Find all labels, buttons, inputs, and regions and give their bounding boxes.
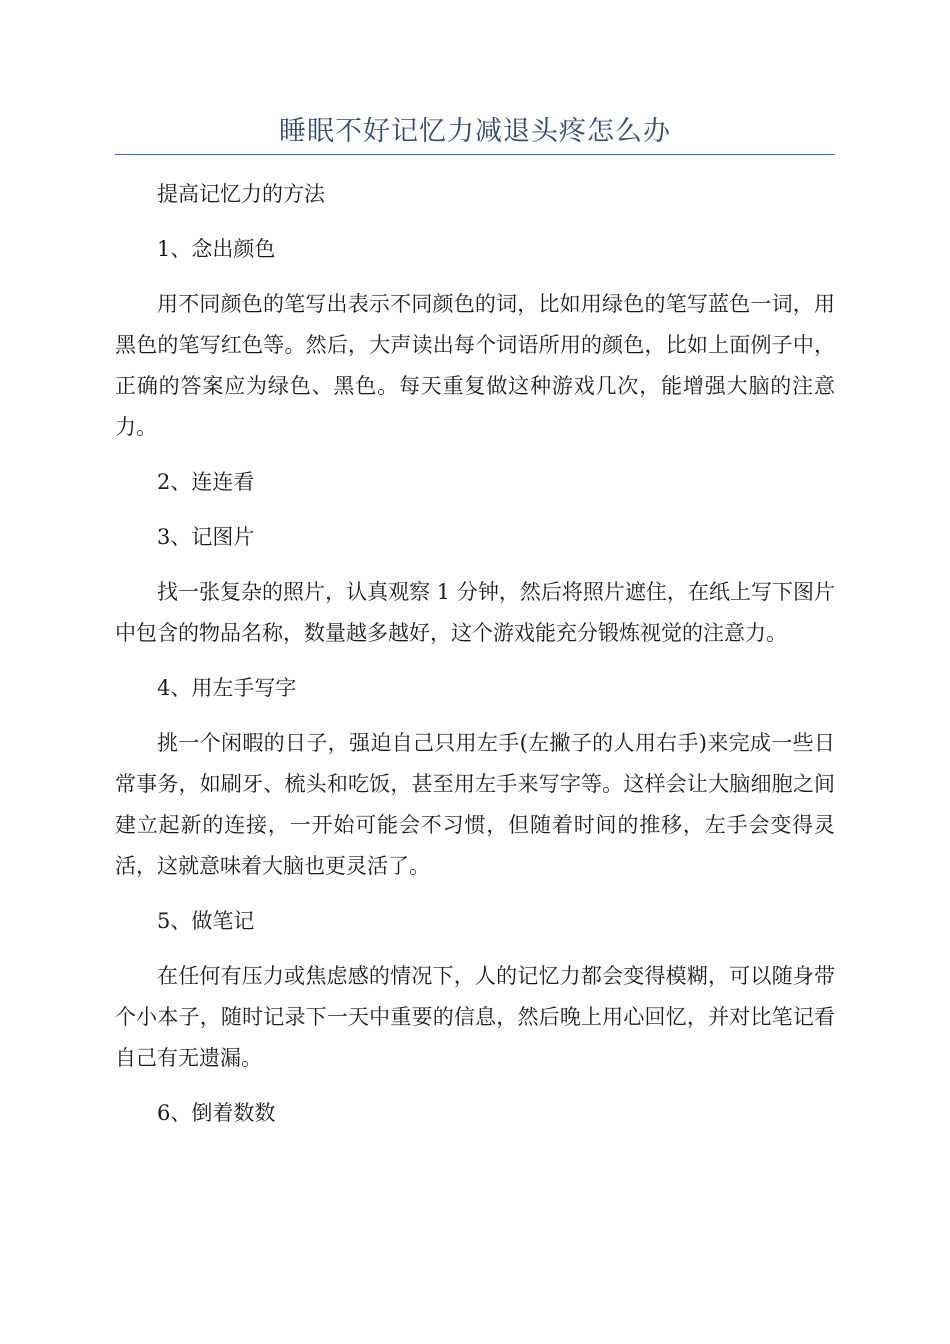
title-underline: [115, 154, 835, 155]
document-body: [115, 174, 835, 1134]
method-heading-6: 6、倒着数数: [157, 1101, 276, 1125]
method-heading-3: 3、记图片: [157, 525, 255, 549]
method-body-4: 挑一个闲暇的日子，强迫自己只用左手(左撇子的人用右手)来完成一些日常事务，如刷牙、梳头和吃饭，甚至用左手来写字等。这样会让大脑细胞之间建立起新的连接，一开始可能会不习惯，但随着时间的推移，左手会变得灵活，这就意味着大脑也更灵活了。: [115, 731, 835, 878]
method-heading-1: 1、念出颜色: [157, 237, 276, 261]
method-heading-5: 5、做笔记: [157, 909, 255, 933]
method-body-1: 用不同颜色的笔写出表示不同颜色的词，比如用绿色的笔写蓝色一词，用黑色的笔写红色等。然后，大声读出每个词语所用的颜色，比如上面例子中，正确的答案应为绿色、黑色。每天重复做这种游戏几次，能增强大脑的注意力。: [115, 292, 835, 439]
method-body-3: 找一张复杂的照片，认真观察 1 分钟，然后将照片遮住，在纸上写下图片中包含的物品名称，数量越多越好，这个游戏能充分锻炼视觉的注意力。: [115, 580, 835, 645]
method-heading-4: 4、用左手写字: [157, 676, 297, 700]
method-body-5: 在任何有压力或焦虑感的情况下，人的记忆力都会变得模糊，可以随身带个小本子，随时记录下一天中重要的信息，然后晚上用心回忆，并对比笔记看自己有无遗漏。: [115, 964, 835, 1070]
section-heading: 提高记忆力的方法: [157, 182, 325, 206]
method-heading-2: 2、连连看: [157, 470, 255, 494]
document-title: 睡眠不好记忆力减退头疼怎么办: [279, 116, 671, 147]
